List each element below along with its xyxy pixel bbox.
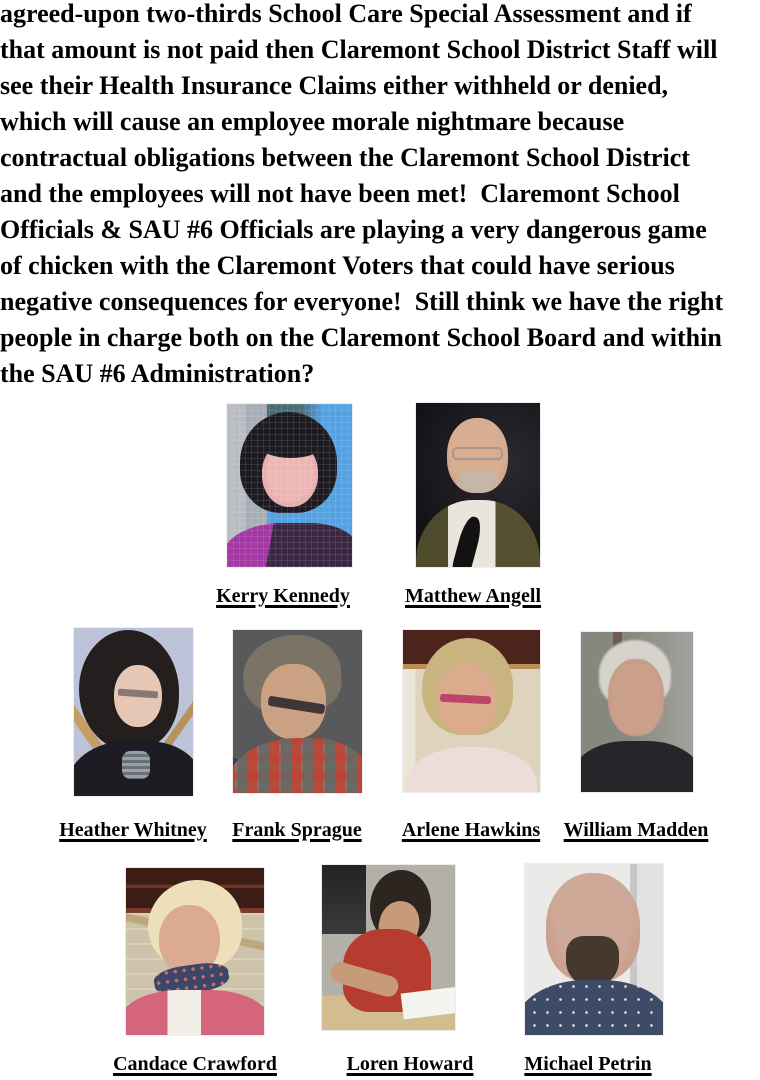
arlene-hawkins-photo xyxy=(403,630,540,792)
floral-scarf-shape xyxy=(152,960,230,998)
turtleneck-shape xyxy=(122,751,151,780)
tv-screen-shape xyxy=(322,865,366,934)
hair-shape xyxy=(240,412,338,513)
text-line: contractual obligations between the Claremont School District xyxy=(0,143,690,172)
text-line: of chicken with the Claremont Voters that could have serious xyxy=(0,251,675,280)
hair-shape xyxy=(148,880,242,970)
face-shape xyxy=(262,441,318,506)
text-line: negative consequences for everyone! Still think we have the right xyxy=(0,287,724,316)
beard-shape xyxy=(457,472,498,493)
torso-shape xyxy=(416,500,540,567)
text-line: which will cause an employee morale nightmare because xyxy=(0,107,625,136)
heather-whitney-photo xyxy=(74,628,193,796)
torso-shape xyxy=(74,741,193,796)
face-shape xyxy=(114,665,162,727)
torso-shape xyxy=(581,741,693,792)
face-shape xyxy=(546,873,640,982)
matthew-angell-photo xyxy=(416,403,540,567)
background-stripe-shape xyxy=(613,632,622,696)
cardigan-shape xyxy=(126,990,264,1035)
kerry-kennedy-photo xyxy=(227,404,352,567)
caption-michael-petrin[interactable]: Michael Petrin xyxy=(524,1053,652,1075)
caption-william-madden[interactable]: William Madden xyxy=(563,819,709,841)
michael-petrin-photo xyxy=(525,864,663,1035)
caption-arlene-hawkins[interactable]: Arlene Hawkins xyxy=(401,819,541,841)
caption-frank-sprague[interactable]: Frank Sprague xyxy=(232,819,362,841)
glasses-shape xyxy=(118,689,159,699)
dotted-shirt-shape xyxy=(525,980,663,1035)
red-shirt-shape xyxy=(343,929,431,1012)
text-line: people in charge both on the Claremont School Board and within xyxy=(0,323,722,352)
william-madden-photo xyxy=(581,632,693,792)
glasses-shape xyxy=(440,693,491,704)
paper-shape xyxy=(400,987,455,1020)
hair-fringe-shape xyxy=(261,435,321,458)
glasses-shape xyxy=(452,447,503,460)
torso-shape xyxy=(227,523,352,567)
loren-howard-photo xyxy=(322,865,455,1030)
frank-sprague-photo xyxy=(233,630,362,793)
face-shape xyxy=(608,659,664,736)
torso-shape xyxy=(406,747,538,792)
text-line: and the employees will not have been met! Claremont School xyxy=(0,179,680,208)
caption-kerry-kennedy[interactable]: Kerry Kennedy xyxy=(216,585,350,607)
caption-candace-crawford[interactable]: Candace Crawford xyxy=(113,1053,277,1075)
hair-shape xyxy=(79,630,179,751)
caption-heather-whitney[interactable]: Heather Whitney xyxy=(59,819,207,841)
candace-crawford-photo xyxy=(126,868,264,1035)
text-line: that amount is not paid then Claremont School District Staff will xyxy=(0,35,718,64)
text-line: the SAU #6 Administration? xyxy=(0,359,315,388)
text-line: see their Health Insurance Claims either withheld or denied, xyxy=(0,71,669,100)
face-shape xyxy=(374,897,424,953)
arm-shape xyxy=(328,960,400,1000)
hair-shape xyxy=(370,870,431,943)
beard-shape xyxy=(566,936,618,987)
hair-shape xyxy=(599,640,671,707)
article-text xyxy=(0,0,760,392)
face-shape xyxy=(261,664,326,739)
text-line: agreed-upon two-thirds School Care Special Assessment and if xyxy=(0,0,692,28)
face-shape xyxy=(447,418,508,493)
hair-shape xyxy=(241,632,344,717)
caption-loren-howard[interactable]: Loren Howard xyxy=(346,1053,474,1075)
glasses-shape xyxy=(267,696,325,715)
plaid-shirt-shape xyxy=(233,738,362,793)
text-line: Officials & SAU #6 Officials are playing a very dangerous game xyxy=(0,215,707,244)
face-shape xyxy=(159,905,220,975)
caption-matthew-angell[interactable]: Matthew Angell xyxy=(404,585,542,607)
face-shape xyxy=(437,664,496,734)
hair-shape xyxy=(422,638,512,735)
microphone-shape xyxy=(451,515,484,567)
